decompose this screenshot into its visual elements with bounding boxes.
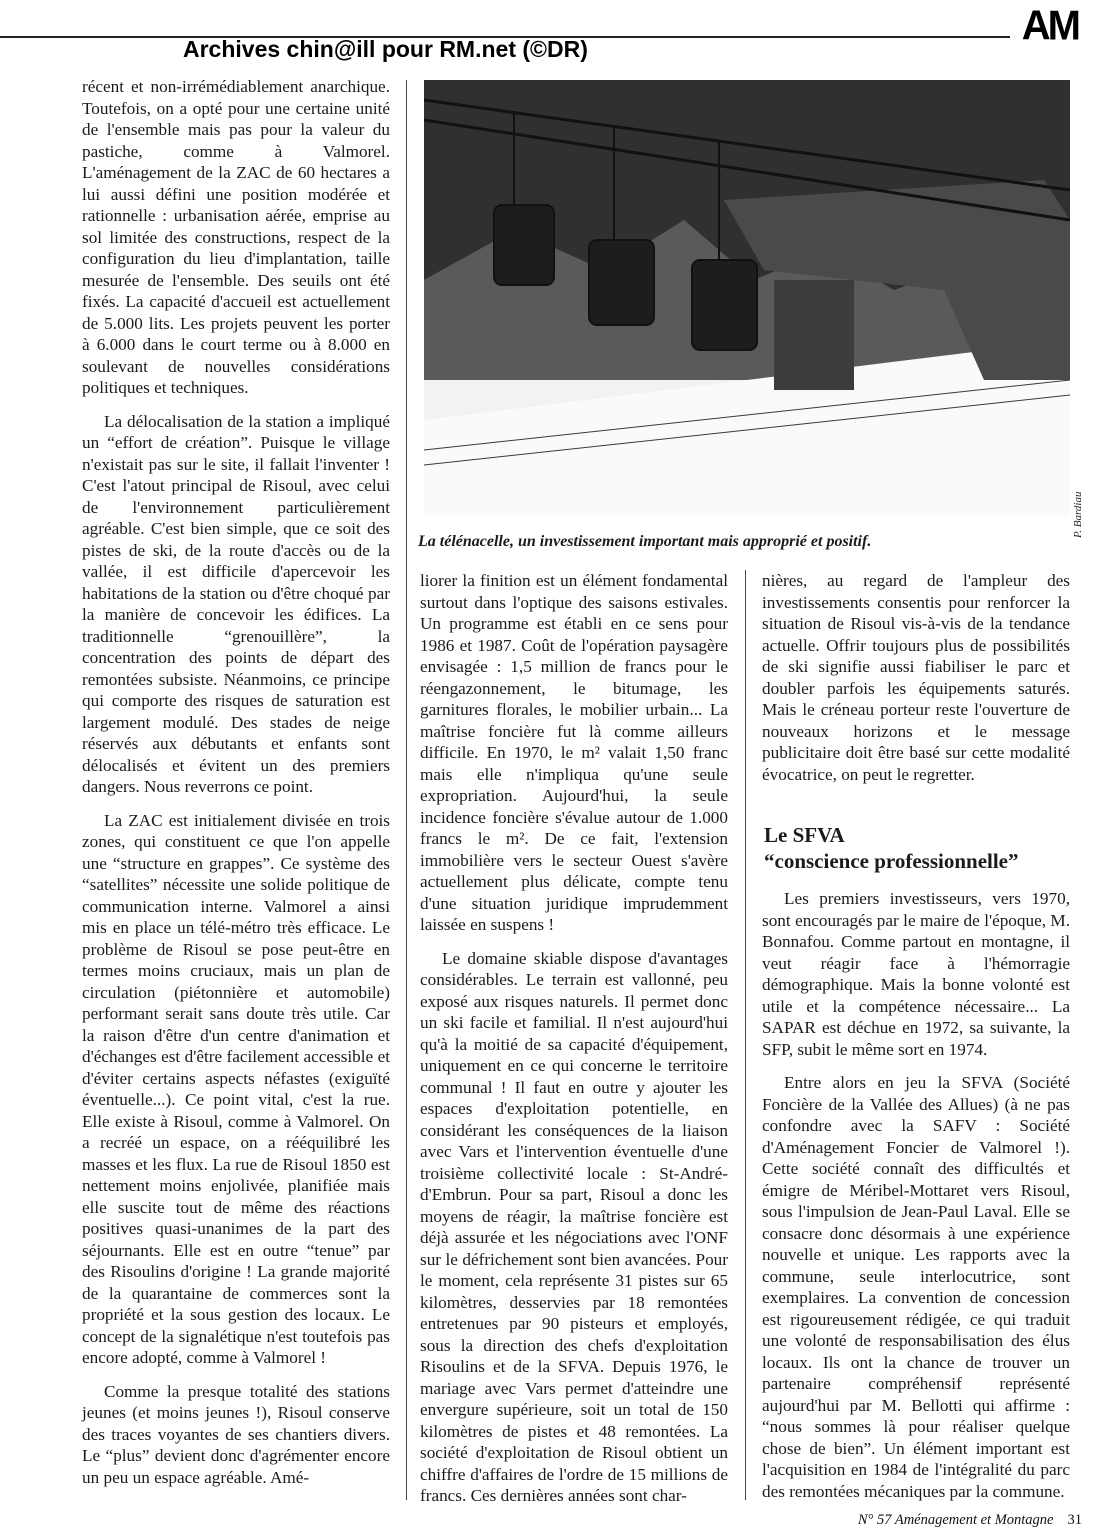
paragraph: liorer la finition est un élément fondamental surtout dans l'optique des saisons estivales. Un programme est établi en ce sens pour 1986 et 1987. Coût de l'opération paysagère envisagée : 1,5 million de francs pour le réengazonnement, le bitumage, les garnitures florales, le mobilier urbain... La maîtrise foncière fut là comme ailleurs difficile. En 1970, le m² valait 1,50 franc mais elle n'impliqua qu'une seule expropriation. Aujourd'hui, la seule incidence foncière s'évalue autour de 1.000 francs le m². De ce fait, l'extension immobilière vers le secteur Ouest s'avère actuellement plus délicate, compte tenu d'une situation juridique imprudemment laissée en suspens !: [420, 571, 728, 934]
article-column-3: [762, 570, 1070, 797]
article-column-2: [420, 570, 728, 1519]
page-footer: [858, 1512, 1082, 1529]
paragraph: nières, au regard de l'ampleur des investissements consentis pour renforcer la situation de Risoul vis-à-vis de la tendance actuelle. Offrir toujours plus de possibilités de ski signifie aussi fiabiliser le parc et doubler parfois les équipements saturés. Mais le créneau porteur reste l'ouverture de nouveaux horizons et le message publicitaire doit être basé sur cette modalité évocatrice, on peut le regretter.: [762, 571, 1070, 784]
article-column-3-continued: [762, 888, 1070, 1514]
paragraph: Les premiers investisseurs, vers 1970, sont encouragés par le maire de l'époque, M. Bonnafou. Comme partout en montagne, il veut réagir face à l'hémorragie démographique. Mais la bonne volonté est utile et la compétence nécessaire... La SAPAR est déchue en 1972, sa suivante, la SFP, subit le même sort en 1974.: [762, 889, 1070, 1059]
magazine-logo: AM: [1021, 2, 1078, 50]
article-column-1: [82, 76, 390, 1500]
section-subtitle: “conscience professionnelle”: [764, 849, 1019, 873]
issue-label: N° 57 Aménagement et Montagne: [857, 1512, 1054, 1528]
archive-watermark: Archives chin@ill pour RM.net (©DR): [183, 36, 588, 62]
paragraph: Entre alors en jeu la SFVA (Société Foncière de la Vallée des Allues) (à ne pas confondre avec la SAFV : Société d'Aménagement Foncier de Valmorel !). Cette société connaît des difficultés et émigre de Méribel-Mottaret vers Risoul, sous l'impulsion de Jean-Paul Laval. Elle se consacre donc désormais à une expérience nouvelle et unique. Les rapports avec la commune, seule interlocutrice, sont exemplaires. La convention de concession est rigoureusement rédigée, ce qui traduit une volonté de responsabilisation des élus locaux. Ils ont la chance de trouver un partenaire compréhensif représenté aujourd'hui par M. Bellotti qui affirme : “nous sommes là pour réaliser quelque chose de bien”. Un élément important est l'acquisition en 1984 de l'intégralité du parc des remontées mécaniques par la commune.: [762, 1073, 1070, 1501]
section-title: Le SFVA: [764, 823, 845, 847]
paragraph: récent et non-irrémédiablement anarchique. Toutefois, on a opté pour une certaine unité de l'ensemble mais pas pour la valeur du pastiche, comme à Valmorel. L'aménagement de la ZAC de 60 hectares a lui aussi défini une position modérée et rationnelle : urbanisation aérée, emprise au sol limitée des constructions, respect de la configuration du lieu d'implantation, taille mesurée de l'ensemble. Des seuils ont été fixés. La capacité d'accueil est actuellement de 5.000 lits. Les projets peuvent les porter à 6.000 dans le court terme ou à 8.000 en soulevant de nouvelles considérations politiques et techniques.: [82, 77, 390, 397]
column-divider: [406, 80, 407, 1500]
paragraph: La ZAC est initialement divisée en trois zones, qui constituent ce que l'on appelle une “structure en grappes”. Ce système des “satellites” nécessite une solide politique de communication interne. Valmorel a ainsi mis en place un télé-métro très efficace. Le problème de Risoul se pose peut-être en termes moins cruciaux, mais un plan de circulation (piétonnière et automobile) performant serait sans doute très utile. Car la raison d'être d'un centre d'animation et d'échanges est d'être facilement accessible et d'éviter certains aspects néfastes (exiguïté éventuelle...). Ce point vital, c'est la rue. Elle existe à Risoul, comme à Valmorel. On a recréé un espace, on a rééquilibré les masses et les flux. La rue de Risoul 1850 est nettement moins enjolivée, planifiée mais elle suscite tout de même des réactions positives quasi-unanimes de la part des séjournants. Elle est en outre “tenue” par des Risoulins d'origine ! La grande majorité de la quarantaine de commerces sont la propriété et la sous gestion des locaux. Le concept de la signalétique n'est toutefois pas encore adopté, comme à Valmorel !: [82, 810, 390, 1367]
page-number: 31: [1067, 1512, 1082, 1528]
section-heading: [764, 822, 1064, 874]
photo-caption: La télénacelle, un investissement important mais approprié et positif.: [418, 533, 872, 550]
photo-illustration: [424, 80, 1070, 516]
paragraph: Comme la presque totalité des stations jeunes (et moins jeunes !), Risoul conserve des traces voyantes de ses chantiers divers. Le “plus” devient donc d'agrémenter encore un peu un espace agréable. Amé-: [82, 1381, 390, 1487]
photo-credit: P. Bardiau: [1072, 491, 1084, 538]
paragraph: La délocalisation de la station a impliqué un “effort de création”. Puisque le village n'existait pas sur le site, il fallait l'inventer ! C'est l'atout principal de Risoul, avec celui de l'environnement particulièrement agréable. C'est bien simple, que ce soit des pistes de ski, de la route d'accès ou de la vallée, il est difficile d'apercevoir les habitations de la station ou d'être choqué par la manière de concevoir les édifices. La traditionnelle “grenouillère”, la concentration des points de départ des remontées subsiste. Néanmoins, ce principe qui comporte des risques de saturation est largement modulé. Des stades de neige réservés aux débutants et enfants sont délocalisés et évitent un des premiers dangers. Nous reverrons ce point.: [82, 411, 390, 796]
column-divider: [745, 570, 746, 1500]
gondola-lift-photo: [424, 80, 1070, 516]
paragraph: Le domaine skiable dispose d'avantages considérables. Le terrain est vallonné, peu exposé aux risques naturels. Il permet donc un ski facile et familial. Il n'est aujourd'hui qu'à la moitié de sa capacité d'équipement, uniquement en ce qui concerne le territoire communal ! Il faut en outre y ajouter les espaces d'exploitation potentielle, en considérant les conséquences de la liaison avec Vars et l'intervention éventuelle d'une troisième collectivité locale : St-André-d'Embrun. Pour sa part, Risoul a donc les moyens de réagir, la maîtrise foncière est déjà assurée et les négociations avec l'ONF sur le défrichement sont bien avancées. Pour le moment, cela représente 31 pistes sur 65 kilomètres, desservies par 18 remontées entretenues par 90 pisteurs et employés, sous la direction des chefs d'exploitation Risoulins et de la SFVA. Depuis 1976, le mariage avec Vars permet d'atteindre une envergure supérieure, soit un total de 150 kilomètres de pistes et 48 remontées. La société d'exploitation de Risoul obtient un chiffre d'affaires de l'ordre de 15 millions de francs. Ces dernières années sont char-: [420, 948, 728, 1505]
